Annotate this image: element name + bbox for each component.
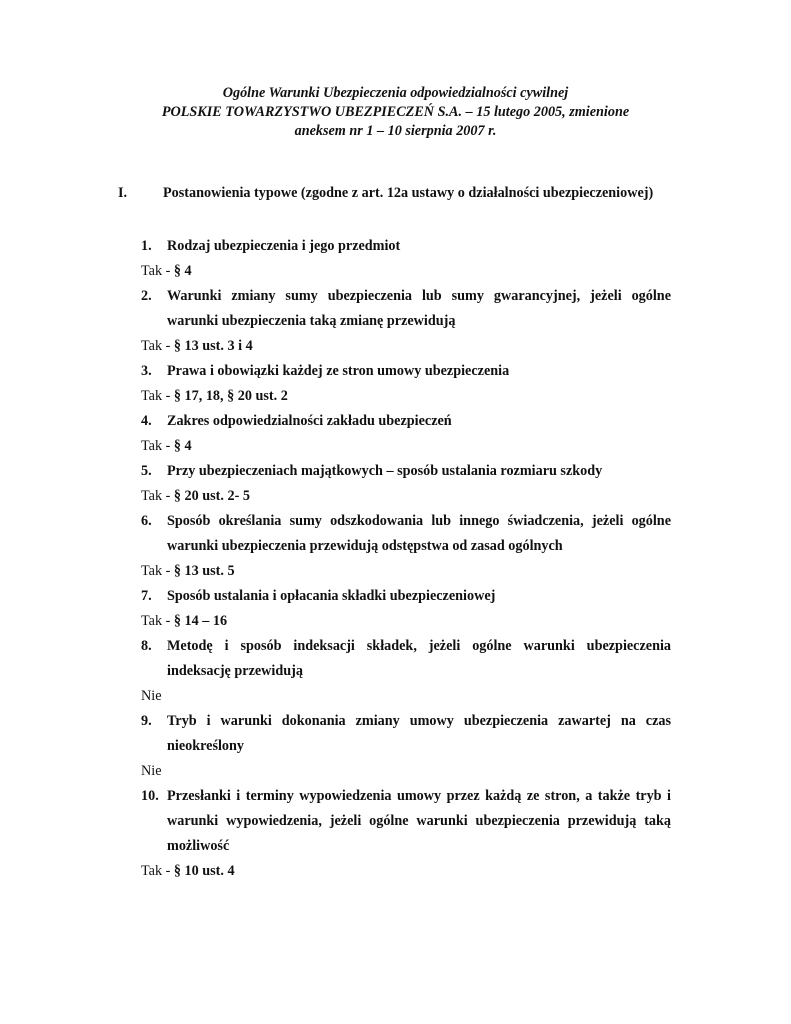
document-header <box>0 84 791 141</box>
item-title-text: Przesłanki i terminy wypowiedzenia umowy przez każdą ze stron, a także tryb i warunki wypowiedzenia, jeżeli ogólne warunki ubezpieczenia przewidują taką możliwość <box>167 788 671 854</box>
header-line-3: aneksem nr 1 – 10 sierpnia 2007 r. <box>294 123 497 139</box>
list-item <box>141 509 671 584</box>
header-line-1: Ogólne Warunki Ubezpieczenia odpowiedzialności cywilnej <box>222 85 569 101</box>
item-title <box>141 409 671 434</box>
item-answer <box>141 559 671 584</box>
list-item <box>141 784 671 884</box>
item-reference: § 20 ust. 2- 5 <box>173 488 250 504</box>
item-answer-text: Tak - <box>141 388 174 404</box>
item-title-text: Prawa i obowiązki każdej ze stron umowy ubezpieczenia <box>167 363 510 379</box>
item-answer-text: Tak - <box>141 863 174 879</box>
item-answer-text: Tak - <box>141 338 174 354</box>
item-number: 8. <box>141 638 152 654</box>
item-number: 4. <box>141 413 152 429</box>
item-title-text: Warunki zmiany sumy ubezpieczenia lub sumy gwarancyjnej, jeżeli ogólne warunki ubezpieczenia taką zmianę przewidują <box>167 288 671 329</box>
item-number: 7. <box>141 588 152 604</box>
item-answer-text: Nie <box>141 763 162 779</box>
item-reference: § 13 ust. 5 <box>173 563 235 579</box>
list-item <box>141 284 671 359</box>
item-number: 2. <box>141 288 152 304</box>
item-answer <box>141 759 671 784</box>
item-answer <box>141 384 671 409</box>
section-title: Postanowienia typowe (zgodne z art. 12a ustawy o działalności ubezpieczeniowej) <box>163 185 654 201</box>
item-answer-text: Tak - <box>141 563 174 579</box>
header-line-2: POLSKIE TOWARZYSTWO UBEZPIECZEŃ S.A. – 15 lutego 2005, zmienione <box>161 104 630 120</box>
item-reference: § 13 ust. 3 i 4 <box>173 338 253 354</box>
item-answer <box>141 434 671 459</box>
item-title-text: Metodę i sposób indeksacji składek, jeżeli ogólne warunki ubezpieczenia indeksację przewidują <box>167 638 671 679</box>
item-title <box>141 459 671 484</box>
item-title <box>141 634 671 684</box>
item-title <box>141 284 671 334</box>
item-answer <box>141 609 671 634</box>
item-title <box>141 509 671 559</box>
item-answer <box>141 259 671 284</box>
item-number: 1. <box>141 238 152 254</box>
item-title <box>141 784 671 859</box>
list-item <box>141 234 671 284</box>
item-answer-text: Nie <box>141 688 162 704</box>
section-number: I. <box>118 185 128 201</box>
item-title-text: Sposób ustalania i opłacania składki ubezpieczeniowej <box>167 588 496 604</box>
item-answer <box>141 684 671 709</box>
item-answer-text: Tak - <box>141 488 174 504</box>
item-answer-text: Tak - <box>141 613 174 629</box>
item-answer <box>141 484 671 509</box>
item-number: 10. <box>141 788 159 804</box>
list-item <box>141 709 671 784</box>
item-answer <box>141 859 671 884</box>
item-reference: § 17, 18, § 20 ust. 2 <box>173 388 288 404</box>
section-heading <box>118 185 653 202</box>
item-title-text: Rodzaj ubezpieczenia i jego przedmiot <box>167 238 401 254</box>
item-number: 9. <box>141 713 152 729</box>
item-number: 5. <box>141 463 152 479</box>
item-answer <box>141 334 671 359</box>
item-title <box>141 709 671 759</box>
items-list <box>141 234 671 884</box>
item-title <box>141 359 671 384</box>
item-reference: § 10 ust. 4 <box>173 863 235 879</box>
item-reference: § 14 – 16 <box>173 613 228 629</box>
item-title-text: Zakres odpowiedzialności zakładu ubezpieczeń <box>167 413 452 429</box>
item-title <box>141 584 671 609</box>
item-number: 6. <box>141 513 152 529</box>
item-answer-text: Tak - <box>141 263 174 279</box>
item-number: 3. <box>141 363 152 379</box>
item-reference: § 4 <box>173 263 192 279</box>
list-item <box>141 359 671 409</box>
list-item <box>141 409 671 459</box>
item-answer-text: Tak - <box>141 438 174 454</box>
item-reference: § 4 <box>173 438 192 454</box>
item-title-text: Sposób określania sumy odszkodowania lub innego świadczenia, jeżeli ogólne warunki ubezpieczenia przewidują odstępstwa od zasad ogólnych <box>167 513 671 554</box>
list-item <box>141 459 671 509</box>
list-item <box>141 584 671 634</box>
item-title-text: Przy ubezpieczeniach majątkowych – sposób ustalania rozmiaru szkody <box>167 463 603 479</box>
item-title-text: Tryb i warunki dokonania zmiany umowy ubezpieczenia zawartej na czas nieokreślony <box>167 713 671 754</box>
item-title <box>141 234 671 259</box>
list-item <box>141 634 671 709</box>
